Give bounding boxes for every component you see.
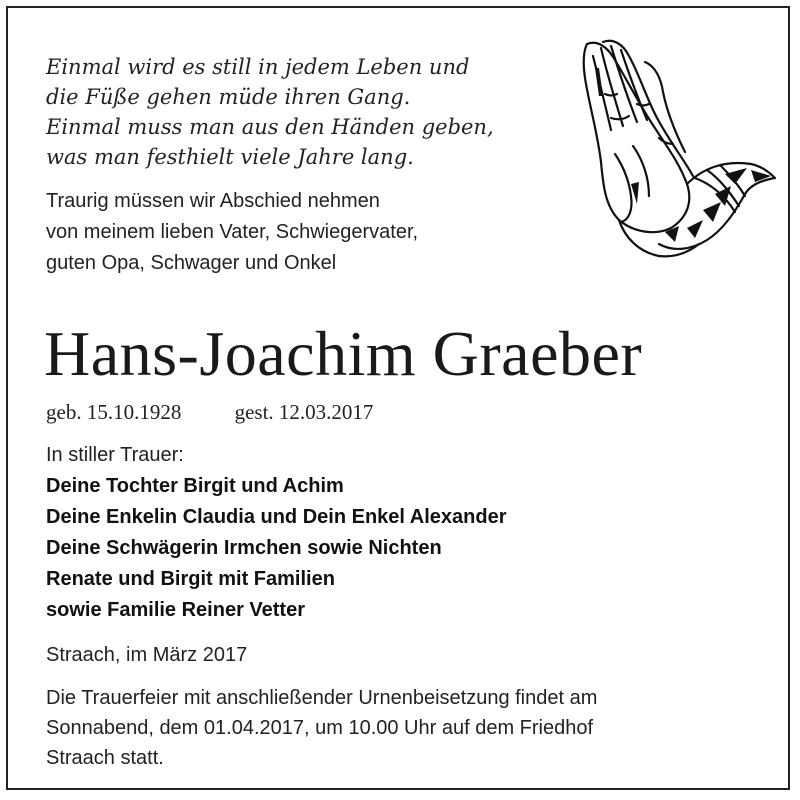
mourner-line: Deine Tochter Birgit und Achim	[46, 475, 344, 497]
deceased-name: Hans-Joachim Graeber	[44, 318, 643, 389]
poem-line: Einmal wird es still in jedem Leben und	[46, 55, 470, 79]
place-and-date: Straach, im März 2017	[46, 644, 248, 666]
poem-line: Einmal muss man aus den Händen geben,	[46, 115, 494, 139]
life-dates	[46, 397, 646, 427]
mourning-lead: In stiller Trauer:	[46, 444, 184, 466]
poem	[46, 52, 566, 172]
intro-line: guten Opa, Schwager und Onkel	[46, 252, 337, 274]
mourners-block	[46, 440, 746, 626]
poem-line: die Füße gehen müde ihren Gang.	[46, 85, 411, 109]
birth-date: geb. 15.10.1928	[46, 400, 182, 424]
service-line: Die Trauerfeier mit anschließender Urnenbeisetzung findet am	[46, 687, 598, 709]
service-line: Sonnabend, dem 01.04.2017, um 10.00 Uhr auf dem Friedhof	[46, 717, 594, 739]
death-date: gest. 12.03.2017	[234, 400, 374, 424]
mourner-line: Renate und Birgit mit Familien	[46, 568, 335, 590]
mourner-line: Deine Schwägerin Irmchen sowie Nichten	[46, 537, 442, 559]
service-line: Straach statt.	[46, 747, 164, 769]
mourner-line: Deine Enkelin Claudia und Dein Enkel Alexander	[46, 506, 507, 528]
praying-hands-icon	[575, 34, 780, 264]
poem-line: was man festhielt viele Jahre lang.	[46, 145, 414, 169]
intro-line: von meinem lieben Vater, Schwiegervater,	[46, 221, 419, 243]
funeral-service-info	[46, 683, 766, 773]
farewell-intro	[46, 186, 566, 279]
intro-line: Traurig müssen wir Abschied nehmen	[46, 190, 380, 212]
mourner-line: sowie Familie Reiner Vetter	[46, 599, 305, 621]
